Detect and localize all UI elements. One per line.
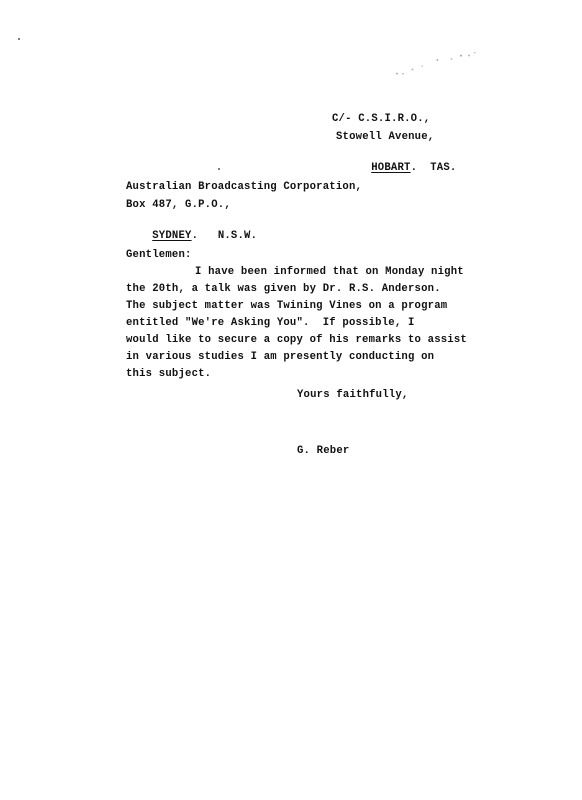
sender-address-line2: Stowell Avenue, <box>336 131 435 143</box>
sender-address-line1: C/- C.S.I.R.O., <box>332 113 431 125</box>
body-line: this subject. <box>126 368 212 380</box>
recipient-city: SYDNEY <box>152 230 192 242</box>
recipient-box: Box 487, G.P.O., <box>126 199 231 211</box>
body-line: entitled "We're Asking You". If possible, I <box>126 317 415 329</box>
sender-city: HOBART <box>371 162 411 174</box>
salutation: Gentlemen: <box>126 249 192 261</box>
ink-speck <box>18 38 20 40</box>
recipient-state: N.S.W. <box>217 230 258 242</box>
body-line: would like to secure a copy of his remarks to assist <box>126 334 467 346</box>
faint-stamp-mark <box>391 46 483 82</box>
sender-state: TAS. <box>430 162 457 174</box>
recipient-city-line: SYDNEY. N.S.W. <box>152 230 258 242</box>
body-line: in various studies I am presently conducting on <box>126 351 435 363</box>
recipient-name: Australian Broadcasting Corporation, <box>126 181 363 193</box>
signature: G. Reber <box>297 445 350 457</box>
sender-address-city-line: HOBART. TAS. <box>371 162 457 174</box>
stamp-marks <box>391 46 483 82</box>
closing: Yours faithfully, <box>297 389 409 401</box>
body-line: The subject matter was Twining Vines on a program <box>126 300 448 312</box>
ink-speck <box>218 168 220 170</box>
body-line: the 20th, a talk was given by Dr. R.S. Anderson. <box>126 283 441 295</box>
body-line: I have been informed that on Monday night <box>195 266 464 278</box>
